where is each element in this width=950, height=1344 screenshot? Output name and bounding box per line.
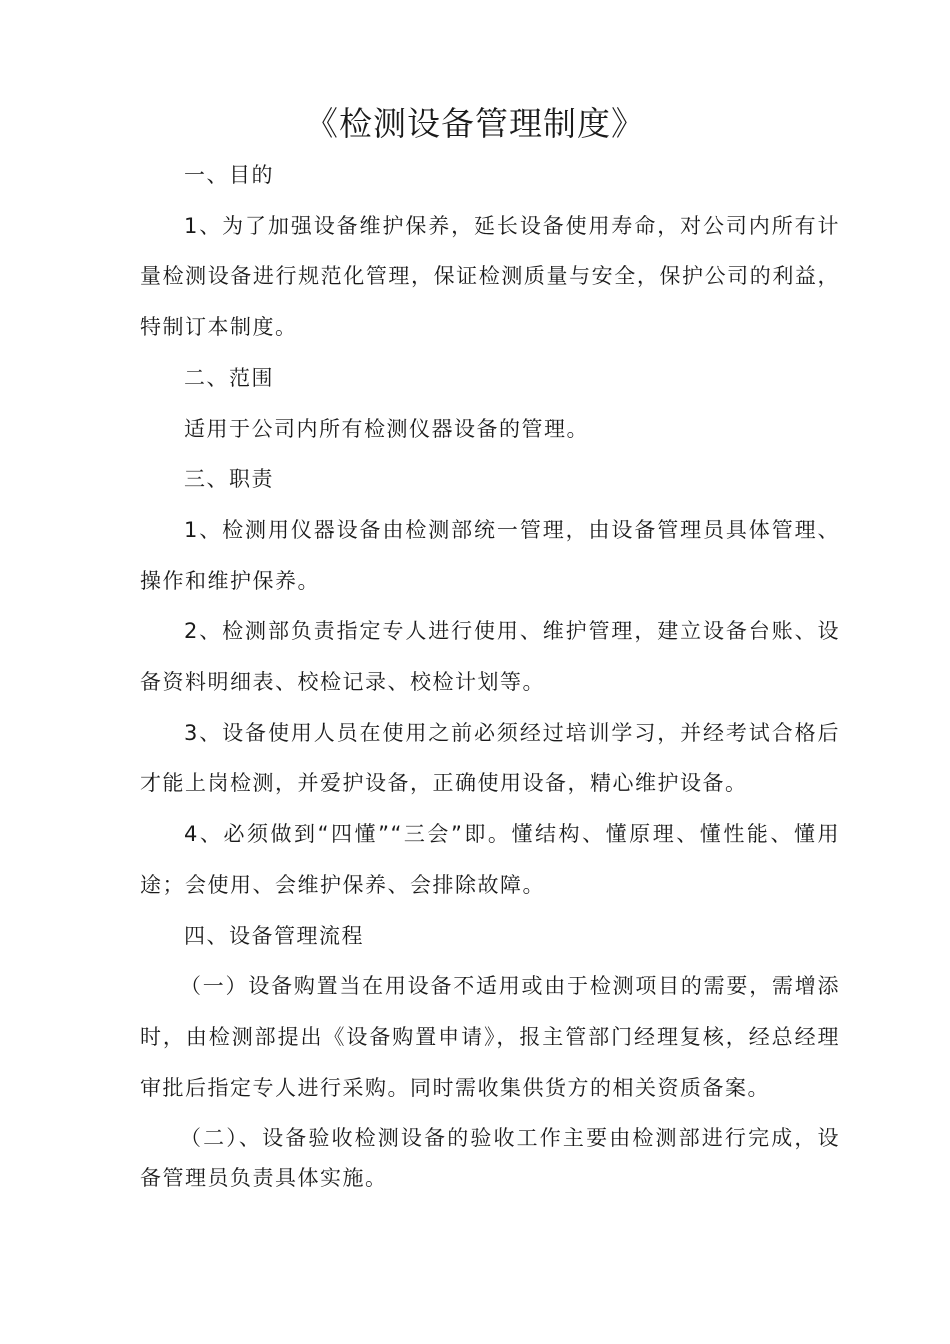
document-body [140,150,840,1198]
process-item-purchase: （一）设备购置当在用设备不适用或由于检测项目的需要，需增添时，由检测部提出《设备购置申请》，报主管部门经理复核，经总经理审批后指定专人进行采购。同时需收集供货方的相关资质备案。 [140,974,840,1100]
section-heading-scope: 二、范围 [184,365,274,390]
document-title: 《检测设备管理制度》 [305,104,645,143]
purpose-paragraph: 1、为了加强设备维护保养，延长设备使用寿命，对公司内所有计量检测设备进行规范化管理，保证检测质量与安全，保护公司的利益，特制订本制度。 [140,213,840,340]
scope-paragraph: 适用于公司内所有检测仪器设备的管理。 [184,416,589,441]
duties-item-3: 3、设备使用人员在使用之前必须经过培训学习，并经考试合格后才能上岗检测，并爱护设备，正确使用设备，精心维护设备。 [140,720,840,796]
section-heading-process: 四、设备管理流程 [184,923,364,948]
duties-item-2: 2、检测部负责指定专人进行使用、维护管理，建立设备台账、设备资料明细表、校检记录、校检计划等。 [140,619,840,695]
process-item-acceptance: （二）、设备验收检测设备的验收工作主要由检测部进行完成，设备管理员负责具体实施。 [140,1126,840,1191]
section-heading-purpose: 一、目的 [184,163,274,187]
duties-item-4: 4、必须做到“四懂”“三会”即。懂结构、懂原理、懂性能、懂用途；会使用、会维护保养、会排除故障。 [140,822,840,897]
duties-item-1: 1、检测用仪器设备由检测部统一管理，由设备管理员具体管理、操作和维护保养。 [140,517,840,593]
section-heading-duties: 三、职责 [184,467,274,492]
